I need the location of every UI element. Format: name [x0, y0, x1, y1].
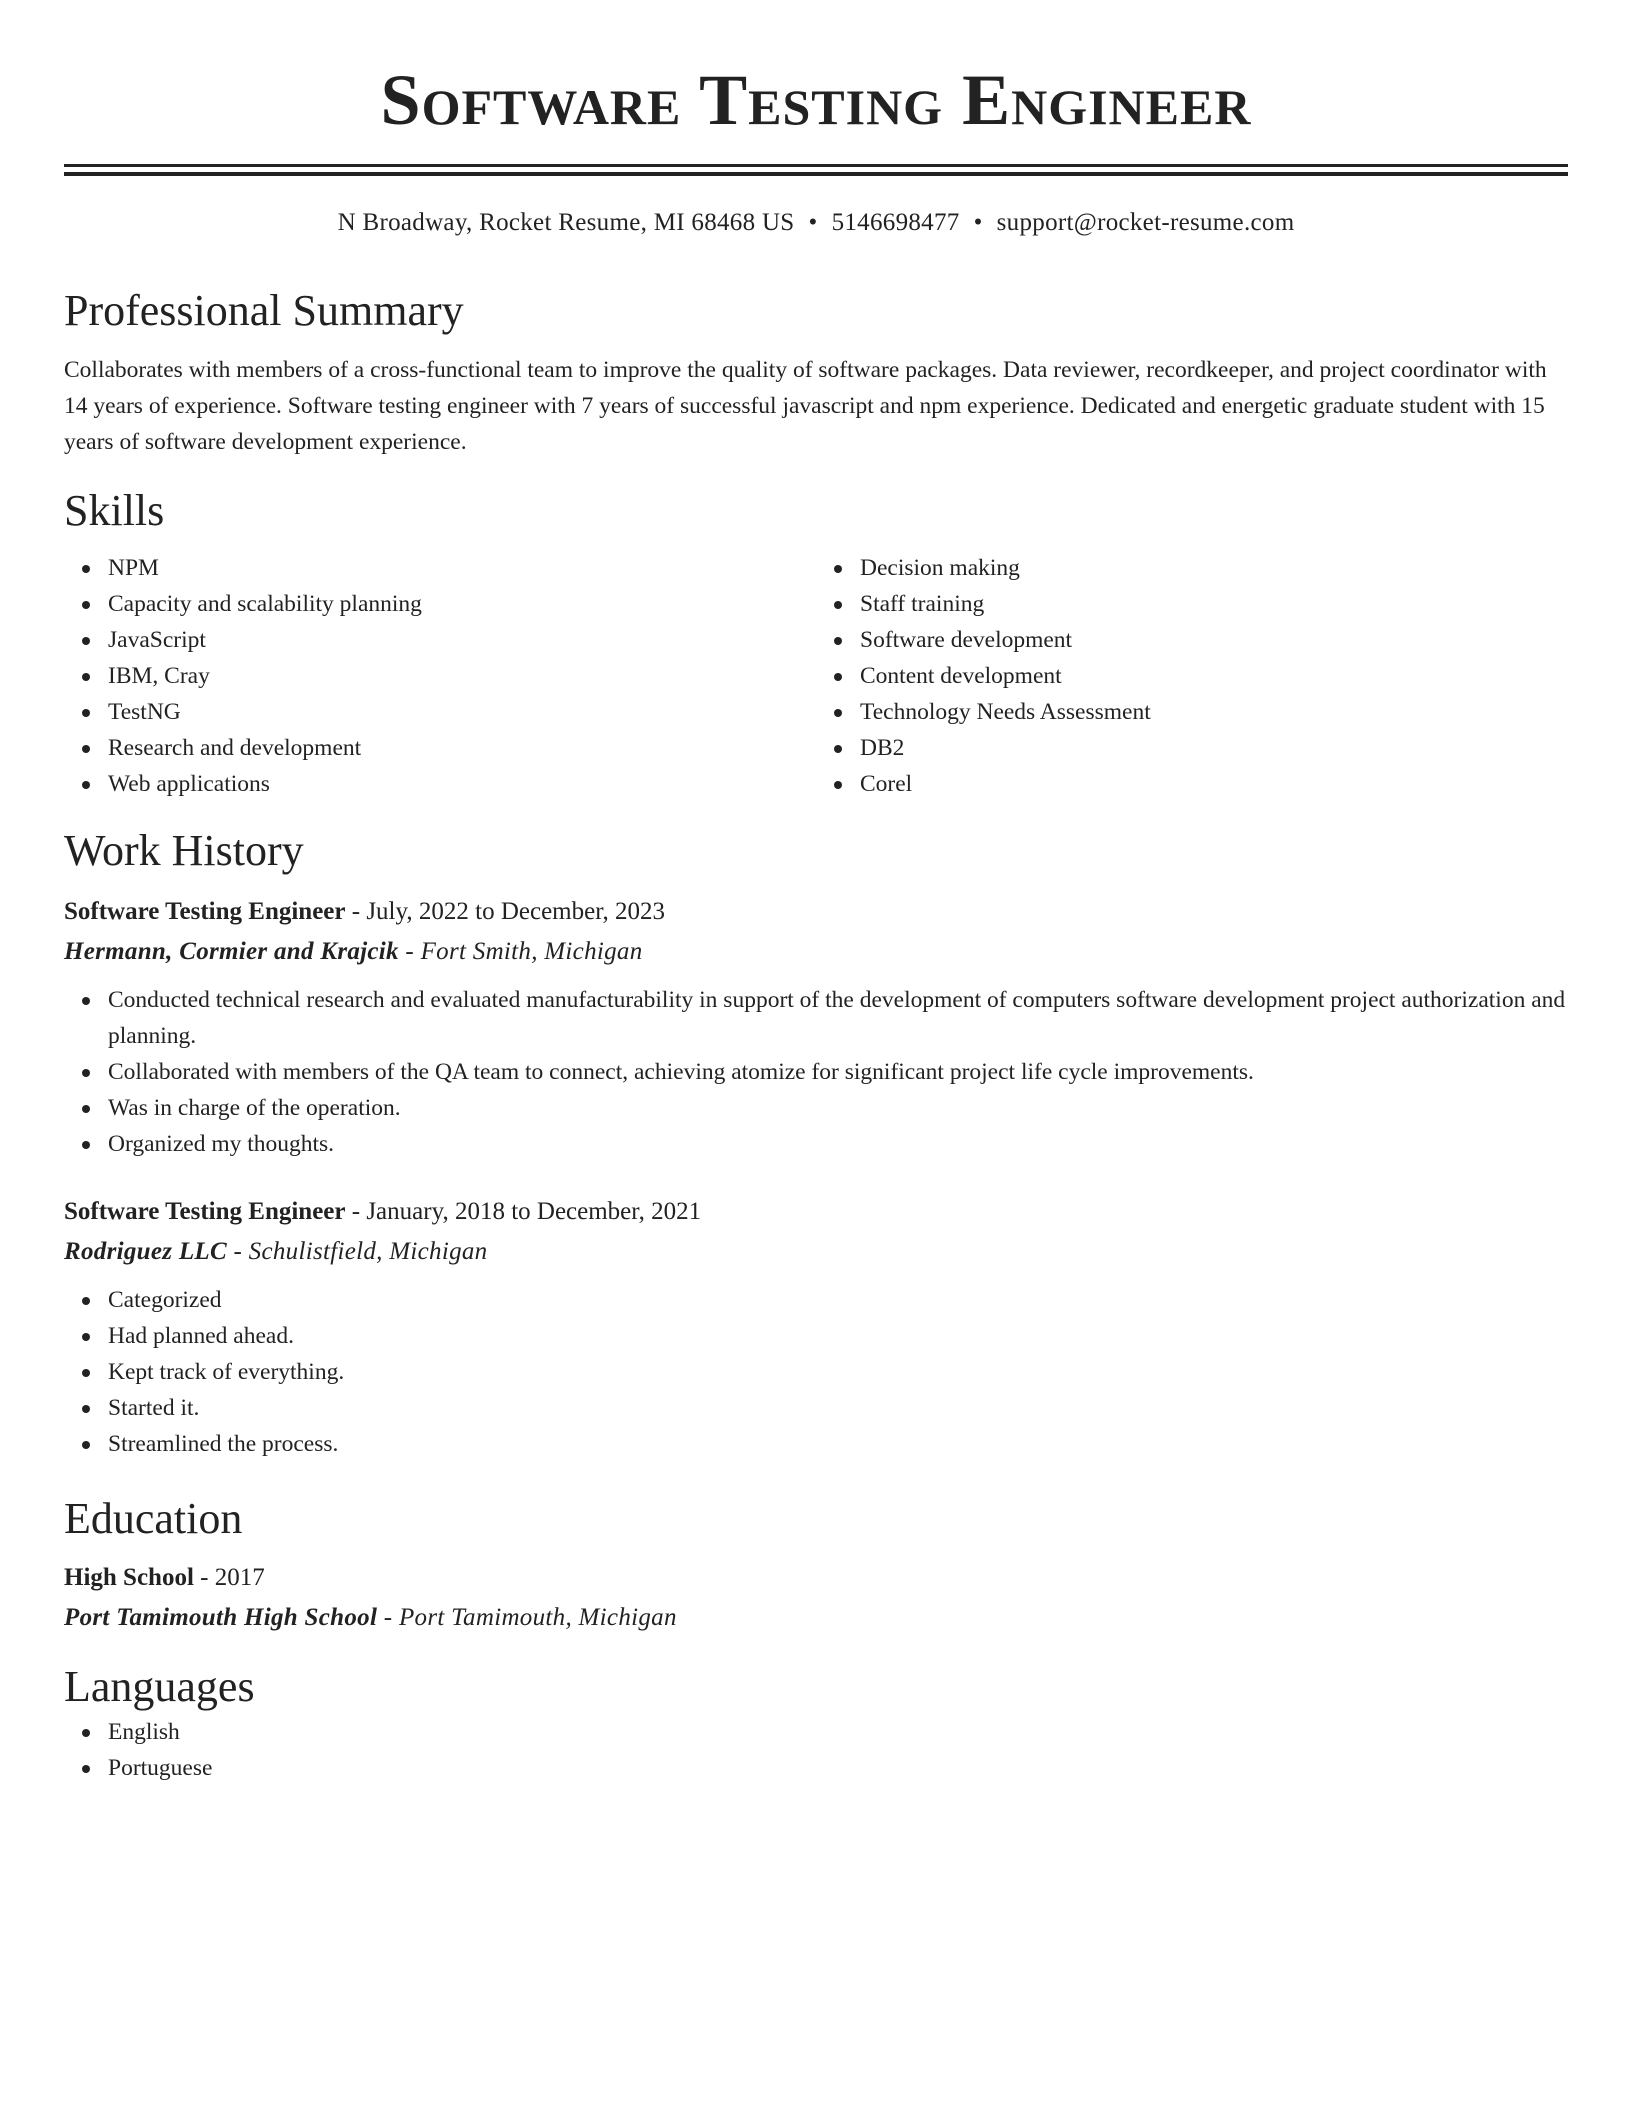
skill-item: TestNG [108, 694, 816, 730]
skill-item: DB2 [860, 730, 1568, 766]
skill-item: Staff training [860, 586, 1568, 622]
job-location: - Schulistfield, Michigan [226, 1238, 488, 1265]
education-degree-line [64, 1558, 1568, 1598]
skill-item: IBM, Cray [108, 658, 816, 694]
job-company-line [64, 932, 1568, 972]
work-history-heading: Work History [64, 826, 304, 875]
job-location: - Fort Smith, Michigan [398, 938, 643, 965]
job-bullet: Had planned ahead. [108, 1318, 1568, 1354]
summary-text: Collaborates with members of a cross-functional team to improve the quality of software packages. Data reviewer, recordkeeper, and project coordinator with 14 years of experience. Software testing engineer with 7 years of successful javascript and npm experience. Dedicated and energetic graduate student with 15 years of software development experience. [64, 357, 1547, 455]
skill-item: JavaScript [108, 622, 816, 658]
languages-heading: Languages [64, 1662, 255, 1711]
resume-name: Software Testing Engineer [380, 60, 1252, 140]
job-company: Rodriguez LLC [64, 1238, 227, 1265]
contact-email: support@rocket-resume.com [996, 209, 1295, 236]
job-title-line [64, 892, 1568, 932]
language-item: Portuguese [108, 1750, 1568, 1786]
job-role: Software Testing Engineer [64, 898, 346, 925]
skill-item: Technology Needs Assessment [860, 694, 1568, 730]
skills-columns [64, 550, 1568, 802]
skill-item: Corel [860, 766, 1568, 802]
languages-list [64, 1714, 1568, 1786]
job-entry [64, 1192, 1568, 1462]
skill-item: Software development [860, 622, 1568, 658]
education-location: - Port Tamimouth, Michigan [377, 1604, 677, 1631]
resume-page [64, 0, 1568, 1786]
skill-item: Research and development [108, 730, 816, 766]
job-bullet: Started it. [108, 1390, 1568, 1426]
contact-separator: • [808, 209, 818, 236]
header-double-rule [64, 164, 1568, 176]
skills-right-list [816, 550, 1568, 802]
job-entry [64, 892, 1568, 1162]
contact-separator: • [973, 209, 983, 236]
education-school: Port Tamimouth High School [64, 1604, 378, 1631]
language-item: English [108, 1714, 1568, 1750]
skill-item: Content development [860, 658, 1568, 694]
job-role: Software Testing Engineer [64, 1198, 346, 1225]
job-dates: - July, 2022 to December, 2023 [345, 898, 666, 925]
education-school-line [64, 1598, 1568, 1638]
summary-heading: Professional Summary [64, 286, 464, 335]
contact-phone: 5146698477 [831, 209, 960, 236]
education-entry [64, 1558, 1568, 1638]
skills-heading: Skills [64, 486, 165, 535]
job-bullets [64, 982, 1568, 1162]
job-company-line [64, 1232, 1568, 1272]
skill-item: Capacity and scalability planning [108, 586, 816, 622]
education-heading: Education [64, 1494, 243, 1543]
job-bullet: Kept track of everything. [108, 1354, 1568, 1390]
job-bullet: Streamlined the process. [108, 1426, 1568, 1462]
skill-item: Web applications [108, 766, 816, 802]
job-bullet: Collaborated with members of the QA team to connect, achieving atomize for significant project life cycle improvements. [108, 1054, 1568, 1090]
job-bullet: Organized my thoughts. [108, 1126, 1568, 1162]
job-bullet: Conducted technical research and evaluated manufacturability in support of the development of computers software development project authorization and planning. [108, 982, 1568, 1054]
job-bullet: Categorized [108, 1282, 1568, 1318]
skills-left-list [64, 550, 816, 802]
contact-address: N Broadway, Rocket Resume, MI 68468 US [337, 209, 795, 236]
contact-line [64, 206, 1568, 240]
education-degree: High School [64, 1564, 194, 1591]
job-bullets [64, 1282, 1568, 1462]
job-dates: - January, 2018 to December, 2021 [345, 1198, 702, 1225]
education-year: - 2017 [193, 1564, 265, 1591]
job-company: Hermann, Cormier and Krajcik [64, 938, 399, 965]
job-bullet: Was in charge of the operation. [108, 1090, 1568, 1126]
skill-item: NPM [108, 550, 816, 586]
skill-item: Decision making [860, 550, 1568, 586]
job-title-line [64, 1192, 1568, 1232]
